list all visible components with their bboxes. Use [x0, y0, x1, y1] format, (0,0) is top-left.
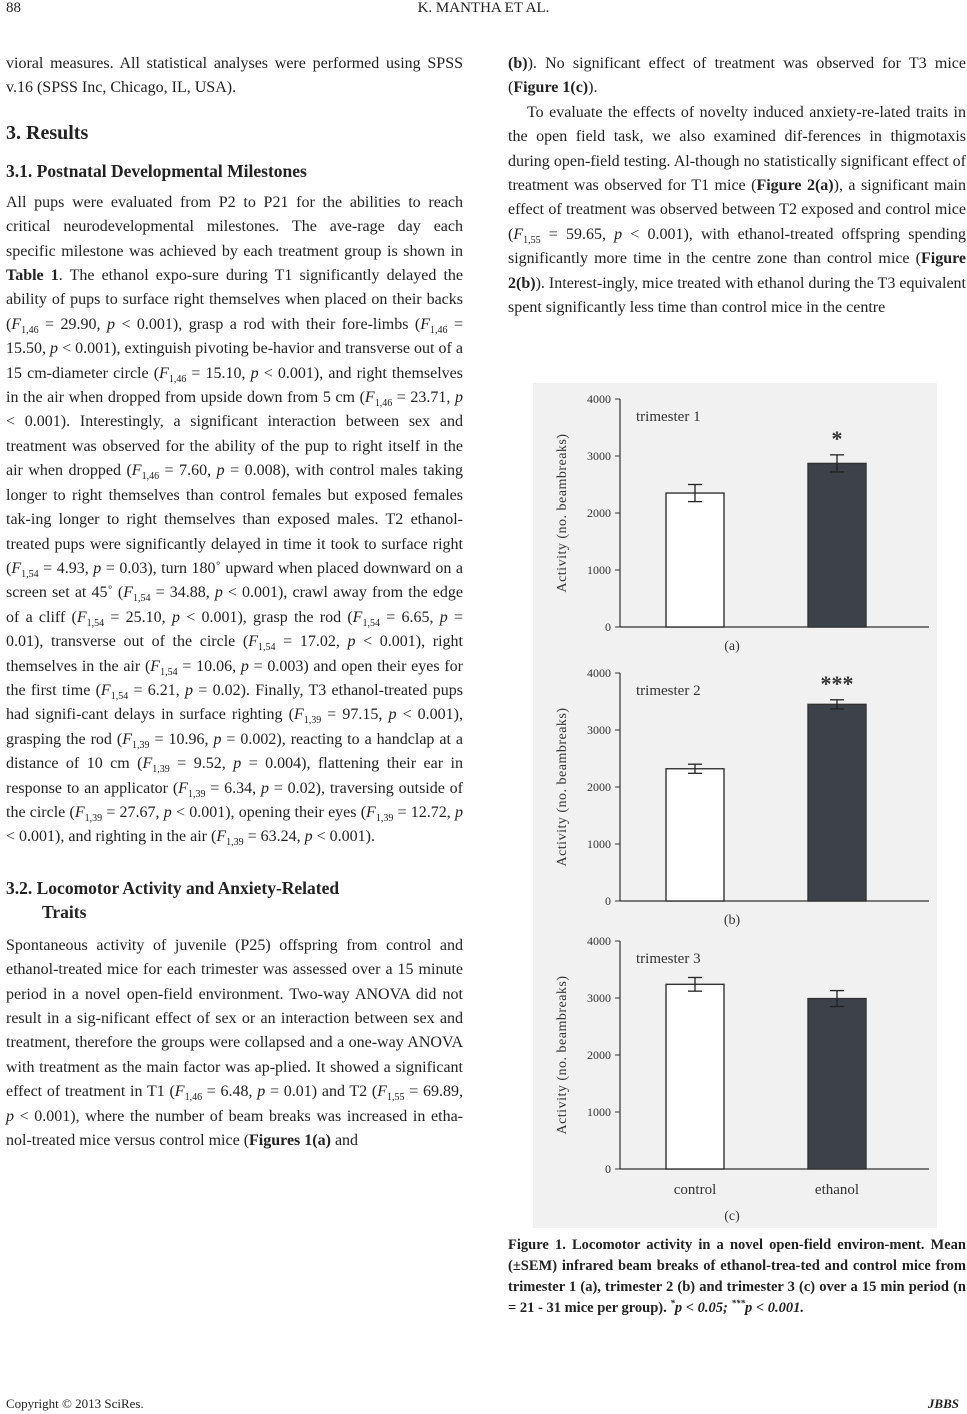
y-tick-label: 0: [605, 620, 611, 634]
caption-sig2: ***: [731, 1298, 745, 1309]
caption-sig1: *: [670, 1298, 675, 1309]
y-tick-label: 4000: [587, 934, 611, 948]
x-category-label: control: [673, 1182, 717, 1198]
y-tick-label: 1000: [587, 837, 611, 851]
copyright: Copyright © 2013 SciRes.: [6, 1396, 144, 1411]
chart-title: trimester 3: [636, 951, 701, 967]
subsection-heading-3-2-line1: 3.2. Locomotor Activity and Anxiety-Related: [6, 877, 340, 898]
bar-control: [666, 984, 724, 1169]
y-tick-label: 4000: [587, 392, 611, 406]
y-axis-label: Activity (no. beambreaks): [555, 707, 570, 867]
y-tick-label: 2000: [587, 506, 611, 520]
significance-marker: ***: [820, 670, 854, 696]
page-number: 88: [6, 0, 21, 16]
y-tick-label: 1000: [587, 563, 611, 577]
bar-ethanol: [808, 704, 866, 901]
caption-sig1-text: p < 0.05;: [674, 1300, 732, 1316]
page-footer: [0, 1396, 967, 1414]
section-heading-results: 3. Results: [6, 121, 89, 144]
bar-control: [666, 493, 724, 627]
bar-ethanol: [808, 999, 866, 1169]
y-tick-label: 0: [605, 894, 611, 908]
y-tick-label: 2000: [587, 780, 611, 794]
paragraph: All pups were evaluated from P2 to P21 for the abilities to reach critical neurodevelopmental milestones. The ave-rage day each specific milestone was achieved by each treatment group is shown in Table 1. The ethanol expo-sure during T1 significantly delayed the ability of pups to surface right themselves when placed on their backs ($F_{1,46} = 29.90$, p < 0.001), grasp a rod with their fore-limbs ($F_{1,46} = 15.50$, p < 0.001), extinguish pivoting be-havior and transverse out of a 15 cm-diameter circle ($F_{1,46} = 15.10$, p < 0.001), and right themselves in the air when dropped from upside down from 5 cm ($F_{1,46} = 23.71$, p < 0.001). Interestingly, a significant interaction between sex and treatment was observed for the ability of the pup to right itself in the air when dropped ($F_{1,46} = 7.60$, p = 0.008), with control males taking longer to right themselves than control females but exposed females tak-ing longer to right themselves than exposed males. T2 ethanol-treated pups were significantly delayed in time it took to surface right ($F_{1,54} = 4.93$, p = 0.03), turn 180˚ upward when placed downward on a screen set at 45˚ ($F_{1,54} = 34.88$, p < 0.001), crawl away from the edge of a cliff ($F_{1,54} = 25.10$, p < 0.001), grasp the rod ($F_{1,54} = 6.65$, p = 0.01), transverse out of the circle ($F_{1,54} = 17.02$, p < 0.001), right themselves in the air ($F_{1,54} = 10.06$, p = 0.003) and open their eyes for the first time ($F_{1,54} = 6.21$, p = 0.02). Finally, T3 ethanol-treated pups had signifi-cant delays in surface righting ($F_{1,39} = 97.15$, p < 0.001), grasping the rod ($F_{1,39} = 10.96$, p = 0.002), reacting to a handclap at a distance of 10 cm ($F_{1,39} = 9.52$, p = 0.004), flattening their ear in response to an applicator ($F_{1,39} = 6.34$, p = 0.02), traversing outside of the circle ($F_{1,39} = 27.67$, p < 0.001), opening their eyes ($F_{1,39} = 12.72$, p < 0.001), and righting in the air ($F_{1,39} = 63.24$, p < 0.001).: [6, 193, 464, 849]
y-tick-label: 2000: [587, 1048, 611, 1062]
paragraph: Spontaneous activity of juvenile (P25) offspring from control and ethanol-treated mice for each trimester was assessed over a 15 minute period in a novel open-field environment. Two-way ANOVA did not result in a sig-nificant effect of sex or an interaction between sex and treatment, therefore the groups were collapsed and a one-way ANOVA with treatment as the main factor was ap-plied. It showed a significant effect of treatment in T1 ($F_{1,46} = 6.48$, p = 0.01) and T2 ($F_{1,55} = 69.89$, p < 0.001), where the number of beam breaks was increased in etha-nol-treated mice versus control mice (Figures 1(a) and: [6, 936, 464, 1150]
running-head-authors: K. MANTHA ET AL.: [417, 0, 550, 16]
y-axis-label: Activity (no. beambreaks): [555, 975, 570, 1135]
figure-caption-body: Mean (±SEM) infrared beam breaks of ethanol-trea-ted and control mice from trimester 1 (a), trimester 2 (b) and trimester 3 (c) over a 15 min period (n = 21 - 31 mice per group).: [508, 1237, 966, 1316]
right-column: [508, 52, 966, 320]
figure-1: [533, 383, 937, 1228]
x-category-label: ethanol: [814, 1182, 860, 1198]
caption-sig2-text: p < 0.001.: [744, 1300, 804, 1316]
chart-title: trimester 1: [636, 409, 701, 425]
figure-1-charts: [533, 383, 937, 1228]
y-tick-label: 0: [605, 1162, 611, 1176]
figure-caption: [508, 1235, 966, 1319]
subsection-heading-3-1: 3.1. Postnatal Developmental Milestones: [6, 160, 307, 181]
y-tick-label: 3000: [587, 449, 611, 463]
paragraph: vioral measures. All statistical analyses were performed using SPSS v.16 (SPSS Inc, Chicago, IL, USA).: [6, 55, 463, 97]
y-tick-label: 3000: [587, 991, 611, 1005]
y-tick-label: 3000: [587, 723, 611, 737]
left-column: [6, 52, 463, 1153]
bar-control: [666, 769, 724, 901]
significance-marker: *: [831, 425, 843, 451]
chart-title: trimester 2: [636, 683, 701, 699]
page-header: [0, 0, 967, 24]
figure-caption-title: Figure 1. Locomotor activity in a novel open-field environ-ment.: [508, 1237, 925, 1253]
bar-ethanol: [808, 463, 866, 627]
paragraph: To evaluate the effects of novelty induced anxiety-re-lated traits in the open field task, we also examined dif-ferences in thigmotaxis during open-field testing. Al-though no statistically significant effect of treatment was observed for T1 mice (Figure 2(a)), a significant main effect of treatment was observed between T2 exposed and control mice ($F_{1,55} = 59.65$, p < 0.001), with ethanol-treated offspring spending significantly more time in the centre zone than control mice (Figure 2(b)). Interest-ingly, mice treated with ethanol during the T3 equivalent spent significantly less time than control mice in the centre: [508, 103, 967, 317]
paragraph: (b)). No significant effect of treatment was observed for T3 mice (Figure 1(c)).: [508, 55, 966, 97]
panel-label: (c): [724, 1209, 740, 1224]
y-tick-label: 1000: [587, 1105, 611, 1119]
panel-label: (a): [724, 639, 740, 654]
y-tick-label: 4000: [587, 666, 611, 680]
journal-abbrev: JBBS: [927, 1396, 959, 1411]
panel-label: (b): [723, 913, 741, 928]
subsection-heading-3-2: [6, 876, 463, 924]
y-axis-label: Activity (no. beambreaks): [555, 433, 570, 593]
subsection-heading-3-2-line2: Traits: [42, 901, 87, 922]
